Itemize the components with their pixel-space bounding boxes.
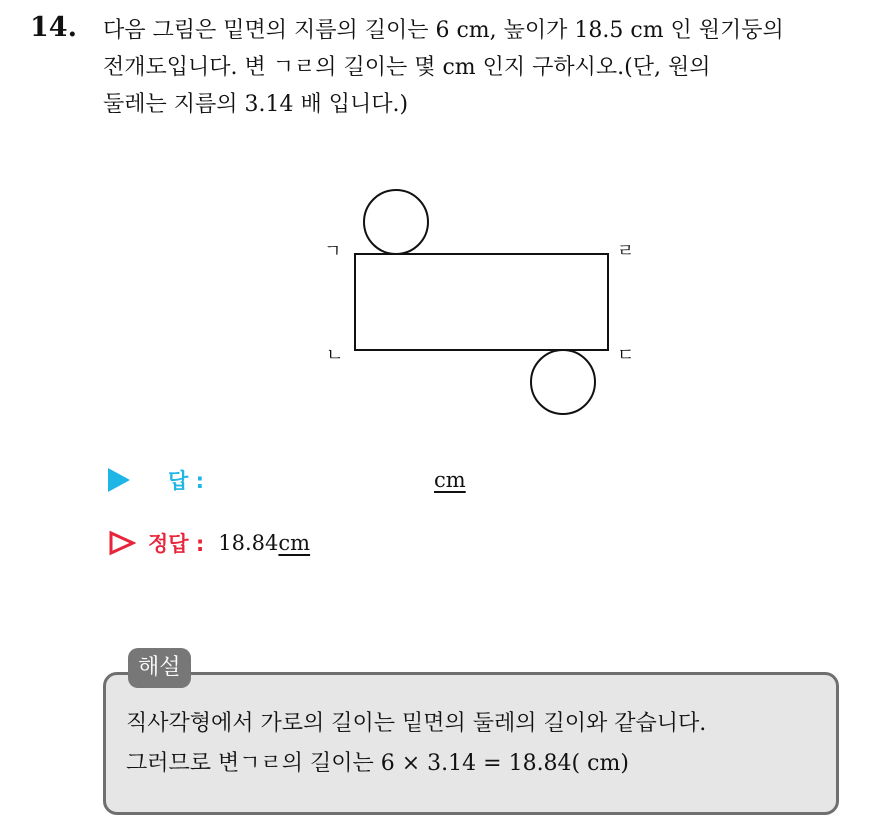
answer-unit: cm — [434, 468, 466, 492]
vertex-label-top-left: ㄱ — [324, 241, 342, 262]
explanation-line: 그러므로 변ㄱㄹ의 길이는 6 × 3.14 = 18.84( cm) — [126, 751, 629, 776]
explanation-line: 직사각형에서 가로의 길이는 밑면의 둘레의 길이와 같습니다. — [126, 711, 707, 736]
explanation-tag: 해설 — [128, 648, 191, 688]
bottom-base-circle — [531, 350, 595, 414]
vertex-label-bottom-left: ㄴ — [326, 345, 344, 366]
lateral-rectangle — [355, 254, 608, 350]
explanation-text — [126, 704, 826, 784]
vertex-label-top-right: ㄹ — [617, 241, 635, 262]
correct-answer-label: 정답 : — [148, 532, 205, 556]
top-base-circle — [364, 190, 428, 254]
question-line: 둘레는 지름의 3.14 배 입니다.) — [103, 92, 409, 117]
question-line: 다음 그림은 밑면의 지름의 길이는 6 cm, 높이가 18.5 cm 인 원기둥의 — [103, 18, 784, 43]
answer-row — [108, 462, 466, 498]
correct-answer-unit: cm — [278, 531, 311, 555]
correct-answer-row — [108, 524, 310, 562]
play-arrow-icon — [108, 468, 130, 492]
answer-label: 답 : — [168, 469, 204, 493]
question-line: 전개도입니다. 변 ㄱㄹ의 길이는 몇 cm 인지 구하시오.(단, 원의 — [103, 55, 711, 80]
outline-arrow-icon — [108, 530, 136, 556]
correct-answer-value: 18.84 — [218, 531, 279, 555]
vertex-label-bottom-right: ㄷ — [617, 345, 635, 366]
question-number: 14. — [30, 12, 77, 43]
